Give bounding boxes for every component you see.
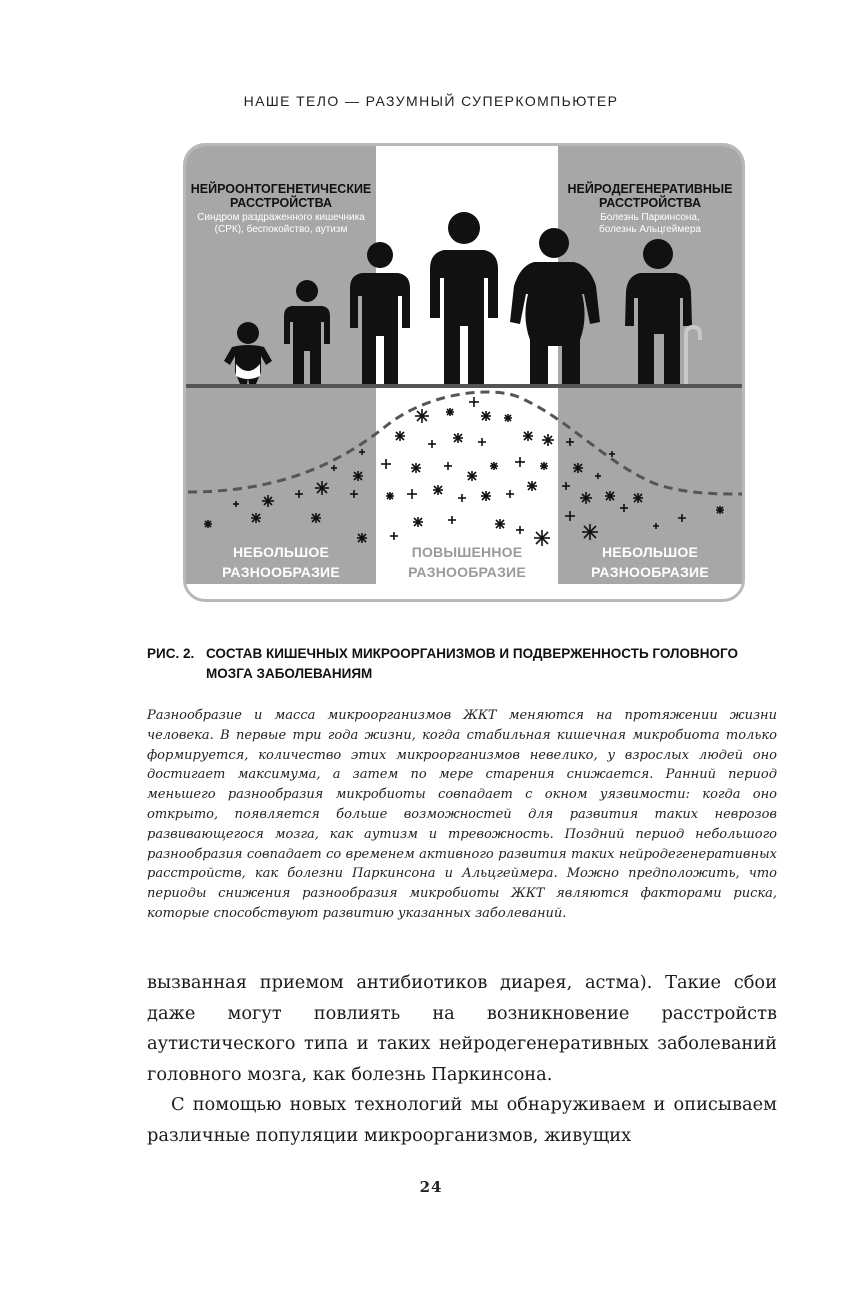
diversity-center-line-2: РАЗНООБРАЗИЕ — [408, 564, 526, 580]
page-number: 24 — [419, 1178, 443, 1196]
right-panel-sub-2: болезнь Альцгеймера — [599, 224, 701, 235]
diversity-left-line-2: РАЗНООБРАЗИЕ — [222, 564, 340, 580]
left-panel-sub-2: (СРК), беспокойство, аутизм — [214, 224, 348, 235]
diversity-center-line-1: ПОВЫШЕННОЕ — [411, 544, 523, 560]
ground-line — [186, 384, 742, 388]
caption-number: РИС. 2. — [147, 646, 195, 661]
figure-description: Разнообразие и масса микроорганизмов ЖКТ меняются на протяжении жизни человека. В первые три года жизни, когда стабильная кишечная микробиота только формируется, количество этих микроорганизмов невелико, у взрослых людей оно достигает максимума, а затем по мере старения снижается. Ранний период меньшего разнообразия микробиоты совпадает с окном уязвимости: когда оно открыто, появляется больше возможностей для развития таких неврозов развивающегося мозга, как аутизм и тревожность. Поздний период небольшого разнообразия совпадает со временем активного развития таких нейродегенеративных расстройств, как болезни Паркинсона и Альцгеймера. Можно предположить, что периоды снижения разнообразия микробиоты ЖКТ являются факторами риска, которые способствуют развитию указанных заболеваний. — [147, 708, 777, 921]
diversity-right-line-2: РАЗНООБРАЗИЕ — [591, 564, 709, 580]
body-text — [147, 968, 777, 1151]
left-panel-sub-1: Синдром раздраженного кишечника — [197, 212, 365, 223]
caption-title: СОСТАВ КИШЕЧНЫХ МИКРООРГАНИЗМОВ И ПОДВЕРЖЕННОСТЬ ГОЛОВНОГО МОЗГА ЗАБОЛЕВАНИЯМ — [206, 646, 739, 681]
left-panel-label — [186, 182, 376, 236]
left-panel-title-1: НЕЙРООНТОГЕНЕТИЧЕСКИЕ — [190, 182, 372, 196]
body-paragraph-2: С помощью новых технологий мы обнаруживаем и описываем различные популяции микроорганизмов, живущих — [147, 1094, 777, 1146]
body-paragraph-1: вызванная приемом антибиотиков диарея, астма). Такие сбои даже могут повлиять на возникновение расстройств аутистического типа и таких нейродегенеративных заболеваний головного мозга, как болезнь Паркинсона. — [147, 972, 777, 1085]
running-head: НАШЕ ТЕЛО — РАЗУМНЫЙ СУПЕРКОМПЬЮТЕР — [243, 93, 619, 109]
right-panel-label — [558, 182, 742, 236]
right-panel-title-1: НЕЙРОДЕГЕНЕРАТИВНЫЕ — [567, 182, 733, 196]
diversity-right-line-1: НЕБОЛЬШОЕ — [601, 544, 699, 560]
diversity-left-label — [186, 542, 376, 582]
diversity-left-line-1: НЕБОЛЬШОЕ — [232, 544, 330, 560]
diversity-center-label — [376, 542, 558, 582]
right-panel-sub-1: Болезнь Паркинсона, — [600, 212, 700, 223]
diversity-right-label — [558, 542, 742, 582]
right-panel-title-2: РАССТРОЙСТВА — [599, 196, 701, 210]
microbiota-figure — [183, 143, 745, 602]
left-panel-title-2: РАССТРОЙСТВА — [230, 196, 332, 210]
